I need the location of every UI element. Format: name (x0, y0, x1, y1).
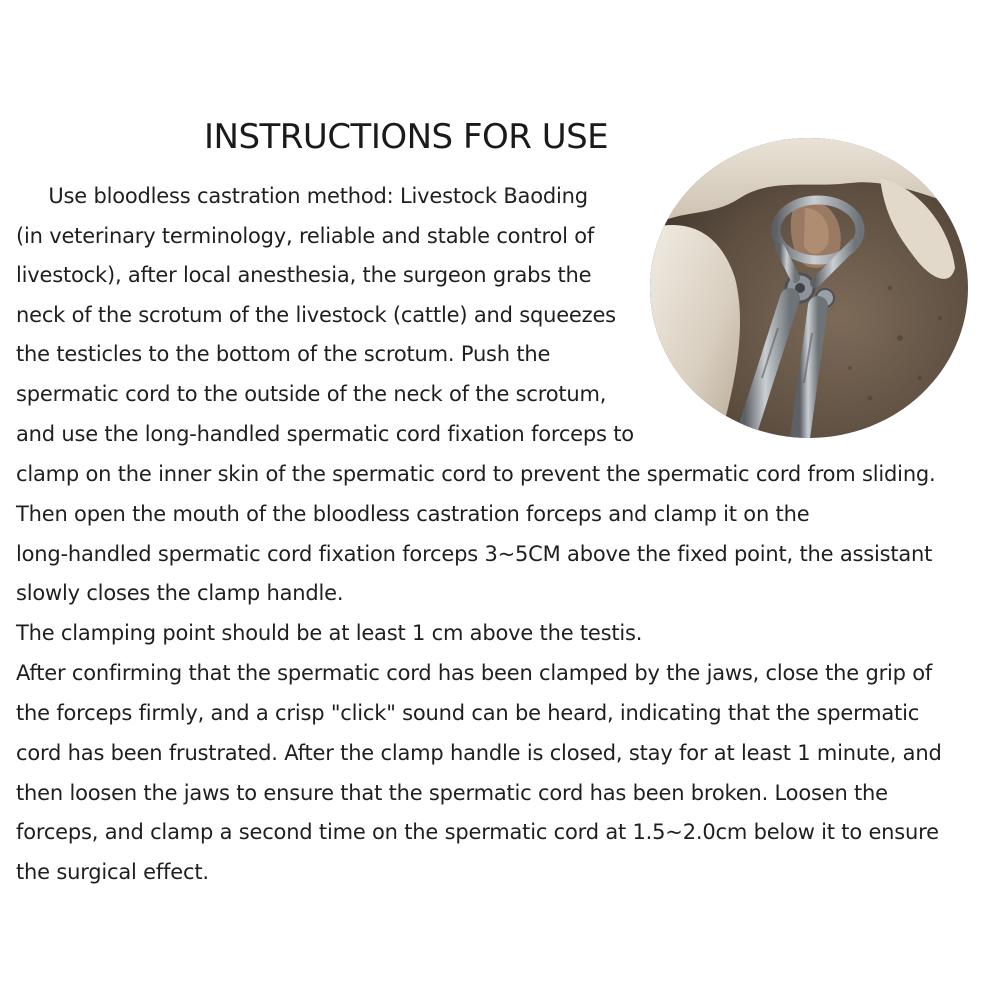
instruction-line: clamp on the inner skin of the spermatic cord to prevent the spermatic cord from sliding. (16, 462, 936, 486)
instruction-line: Then open the mouth of the bloodless castration forceps and clamp it on the (16, 502, 810, 526)
instruction-line: The clamping point should be at least 1 cm above the testis. (16, 621, 643, 645)
instruction-line: forceps, and clamp a second time on the spermatic cord at 1.5~2.0cm below it to ensure (16, 820, 939, 844)
instruction-line: spermatic cord to the outside of the neck of the scrotum, (16, 382, 607, 406)
instruction-line: the testicles to the bottom of the scrotum. Push the (16, 342, 551, 366)
instruction-line: Use bloodless castration method: Livestock Baoding (16, 184, 588, 208)
instruction-line: long-handled spermatic cord fixation forceps 3~5CM above the fixed point, the assistant (16, 542, 933, 566)
instruction-line: cord has been frustrated. After the clamp handle is closed, stay for at least 1 minute, and (16, 741, 942, 765)
instruction-line: neck of the scrotum of the livestock (cattle) and squeezes (16, 303, 616, 327)
page-title: INSTRUCTIONS FOR USE (204, 117, 609, 157)
instruction-line: slowly closes the clamp handle. (16, 581, 344, 605)
instruction-line: then loosen the jaws to ensure that the spermatic cord has been broken. Loosen the (16, 781, 888, 805)
instruction-line: the forceps firmly, and a crisp "click" sound can be heard, indicating that the spermatic (16, 701, 920, 725)
instruction-line: After confirming that the spermatic cord has been clamped by the jaws, close the grip of (16, 661, 933, 685)
instruction-line: livestock), after local anesthesia, the surgeon grabs the (16, 263, 592, 287)
castration-forceps-photo (650, 138, 968, 438)
instruction-line: (in veterinary terminology, reliable and stable control of (16, 224, 595, 248)
forceps-photo-illustration (650, 138, 968, 438)
instruction-line: the surgical effect. (16, 860, 209, 884)
instruction-line: and use the long-handled spermatic cord fixation forceps to (16, 422, 634, 446)
